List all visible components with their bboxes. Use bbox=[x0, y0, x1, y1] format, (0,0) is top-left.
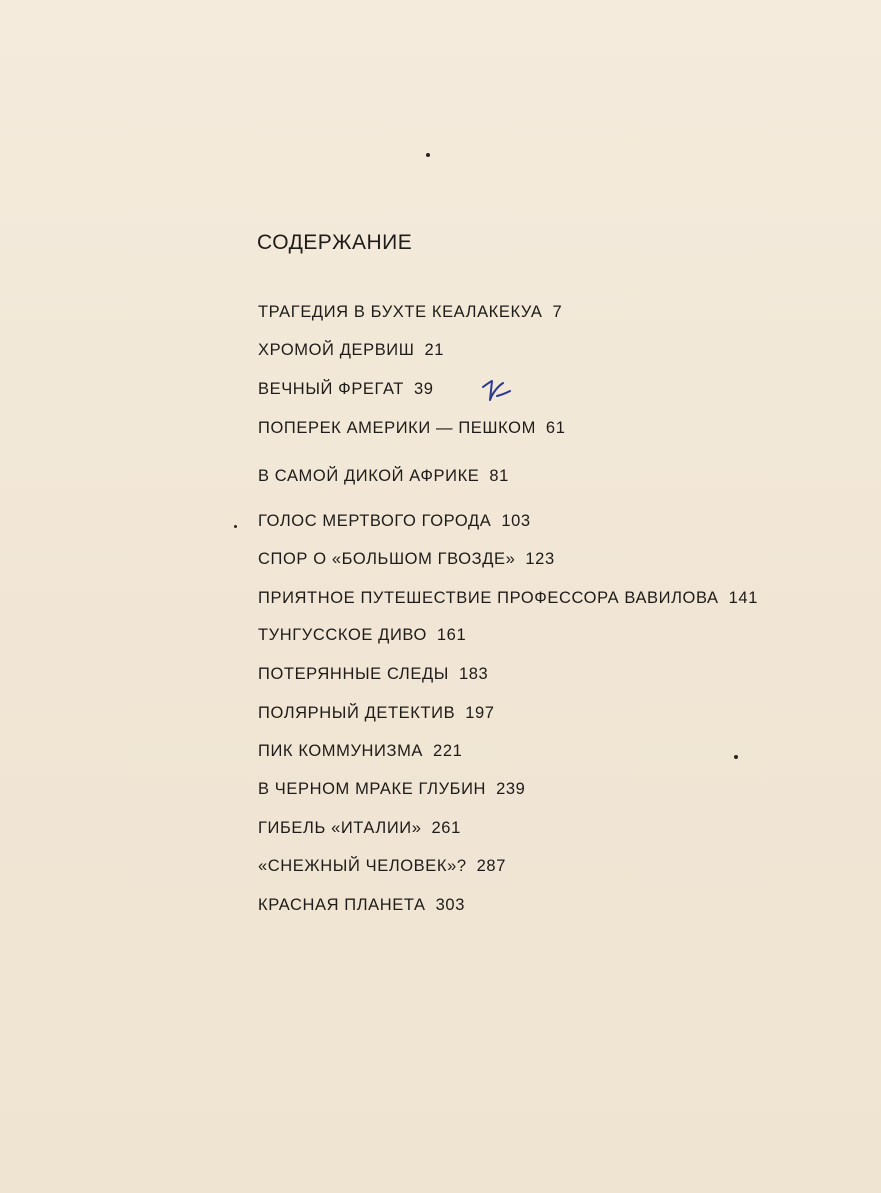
toc-entry-title: ГОЛОС МЕРТВОГО ГОРОДА bbox=[258, 512, 492, 530]
toc-entry bbox=[258, 589, 758, 608]
toc-entry bbox=[258, 819, 461, 838]
toc-entry bbox=[258, 704, 495, 723]
toc-entry-page: 287 bbox=[476, 857, 506, 875]
ink-speck bbox=[234, 525, 237, 528]
toc-entry-page: 61 bbox=[545, 419, 566, 437]
toc-entry-title: ПРИЯТНОЕ ПУТЕШЕСТВИЕ ПРОФЕССОРА ВАВИЛОВА bbox=[258, 589, 719, 607]
toc-entry-title: ПОТЕРЯННЫЕ СЛЕДЫ bbox=[258, 665, 449, 683]
toc-entry-title: ПОЛЯРНЫЙ ДЕТЕКТИВ bbox=[258, 704, 456, 722]
toc-entry bbox=[258, 742, 462, 761]
toc-entry-title: КРАСНАЯ ПЛАНЕТА bbox=[258, 896, 426, 914]
toc-entry bbox=[258, 665, 488, 684]
toc-entry-page: 239 bbox=[496, 780, 526, 798]
toc-entry bbox=[258, 467, 509, 486]
toc-entry bbox=[258, 419, 565, 438]
toc-entry-title: В САМОЙ ДИКОЙ АФРИКЕ bbox=[258, 467, 480, 485]
toc-entry-page: 81 bbox=[489, 467, 509, 485]
toc-entry bbox=[258, 303, 562, 322]
toc-entry-title: В ЧЕРНОМ МРАКЕ ГЛУБИН bbox=[258, 780, 487, 798]
toc-entry-page: 39 bbox=[413, 380, 434, 398]
toc-entry-title: ГИБЕЛЬ «ИТАЛИИ» bbox=[258, 819, 422, 837]
toc-entry-title: «СНЕЖНЫЙ ЧЕЛОВЕК»? bbox=[258, 857, 467, 875]
toc-entry bbox=[258, 512, 531, 531]
toc-entry bbox=[258, 550, 555, 569]
toc-entry-title: ПИК КОММУНИЗМА bbox=[258, 742, 424, 760]
toc-entry bbox=[258, 857, 506, 876]
toc-entry-title: ХРОМОЙ ДЕРВИШ bbox=[258, 341, 415, 359]
toc-entry-page: 303 bbox=[435, 896, 465, 914]
toc-entry-title: ТУНГУССКОЕ ДИВО bbox=[258, 626, 427, 644]
handwritten-mark bbox=[479, 378, 513, 406]
toc-entry bbox=[258, 896, 465, 915]
toc-entry-page: 183 bbox=[458, 665, 489, 683]
toc-entry bbox=[258, 380, 434, 399]
page-title: СОДЕРЖАНИЕ bbox=[257, 231, 413, 254]
toc-entry-page: 197 bbox=[465, 704, 495, 722]
toc-entry bbox=[258, 626, 466, 645]
ink-speck bbox=[734, 755, 738, 759]
ink-speck bbox=[426, 153, 430, 157]
toc-entry bbox=[258, 341, 444, 360]
toc-entry-page: 161 bbox=[436, 626, 467, 644]
toc-entry-title: ТРАГЕДИЯ В БУХТЕ КЕАЛАКЕКУА bbox=[258, 303, 543, 321]
toc-entry-page: 221 bbox=[433, 742, 463, 760]
toc-entry-title: ВЕЧНЫЙ ФРЕГАТ bbox=[258, 380, 404, 398]
toc-entry-page: 141 bbox=[728, 589, 758, 607]
toc-entry-title: СПОР О «БОЛЬШОМ ГВОЗДЕ» bbox=[258, 550, 516, 568]
toc-entry bbox=[258, 780, 525, 799]
toc-entry-title: ПОПЕРЕК АМЕРИКИ — ПЕШКОМ bbox=[258, 419, 536, 437]
toc-entry-page: 103 bbox=[501, 512, 531, 530]
toc-entry-page: 123 bbox=[525, 550, 555, 568]
toc-entry-page: 21 bbox=[424, 341, 445, 359]
toc-entry-page: 7 bbox=[552, 303, 563, 321]
toc-entry-page: 261 bbox=[431, 819, 461, 837]
